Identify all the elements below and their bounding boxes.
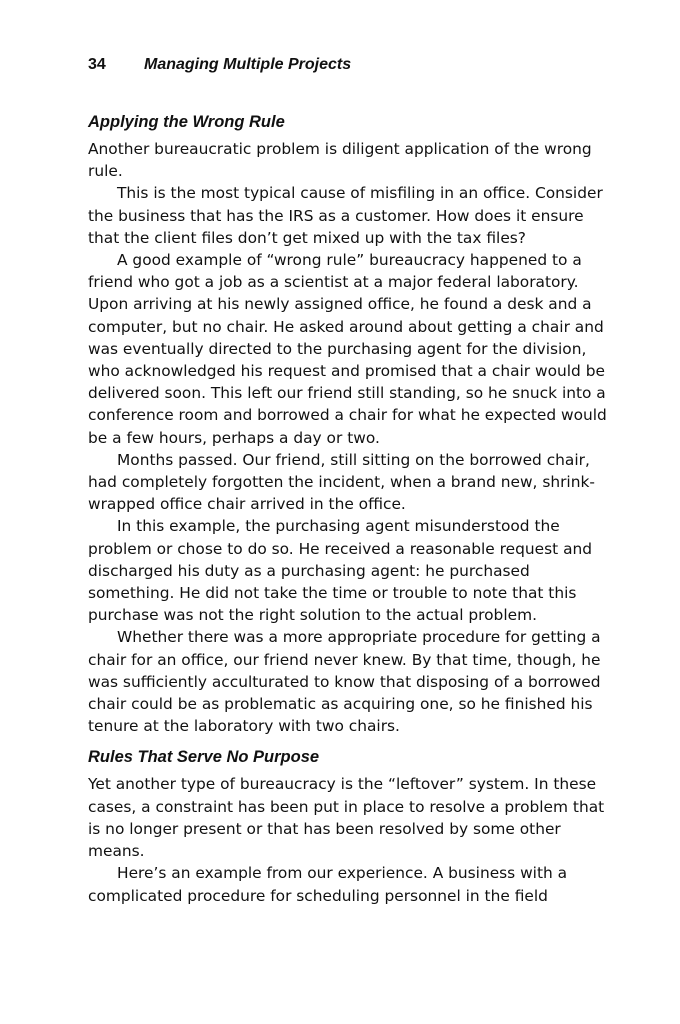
book-page — [88, 52, 608, 907]
section-heading-wrong-rule: Applying the Wrong Rule — [88, 113, 285, 131]
paragraph: Whether there was a more appropriate procedure for getting a chair for an office, our friend never knew. By that time, though, he was sufficiently acculturated to know that disposing of a borrowed chair could be as problematic as acquiring one, so he finished his tenure at the laboratory with two chairs. — [88, 628, 601, 736]
paragraph: A good example of “wrong rule” bureaucracy happened to a friend who got a job as a scientist at a major federal laboratory. Upon arriving at his newly assigned office, he found a desk and a computer, but no chair. He asked around about getting a chair and was eventually directed to the purchasing agent for the division, who acknowledged his request and promised that a chair would be delivered soon. This left our friend still standing, so he snuck into a conference room and borrowed a chair for what he expected would be a few hours, perhaps a day or two. — [88, 251, 607, 447]
section-heading-no-purpose: Rules That Serve No Purpose — [88, 748, 320, 767]
paragraph: Another bureaucratic problem is diligent application of the wrong rule. — [88, 140, 592, 181]
book-title: Managing Multiple Projects — [144, 56, 352, 73]
running-head — [88, 52, 608, 78]
paragraph: This is the most typical cause of misfiling in an office. Consider the business that has the IRS as a customer. How does it ensure that the client files don’t get mixed up with the tax files? — [88, 184, 603, 247]
paragraph: Months passed. Our friend, still sitting on the borrowed chair, had completely forgotten the incident, when a brand new, shrink-wrapped office chair arrived in the office. — [88, 450, 595, 514]
paragraph: Here’s an example from our experience. A business with a complicated procedure for scheduling personnel in the field — [88, 864, 568, 905]
paragraph: Yet another type of bureaucracy is the “leftover” system. In these cases, a constraint has been put in place to resolve a problem that is no longer present or that has been resolved by some other means. — [88, 775, 605, 861]
paragraph: In this example, the purchasing agent misunderstood the problem or chose to do so. He received a reasonable request and discharged his duty as a purchasing agent: he purchased something. He did not take the time or trouble to note that this purchase was not the right solution to the actual problem. — [88, 517, 593, 625]
page-number: 34 — [88, 56, 106, 73]
